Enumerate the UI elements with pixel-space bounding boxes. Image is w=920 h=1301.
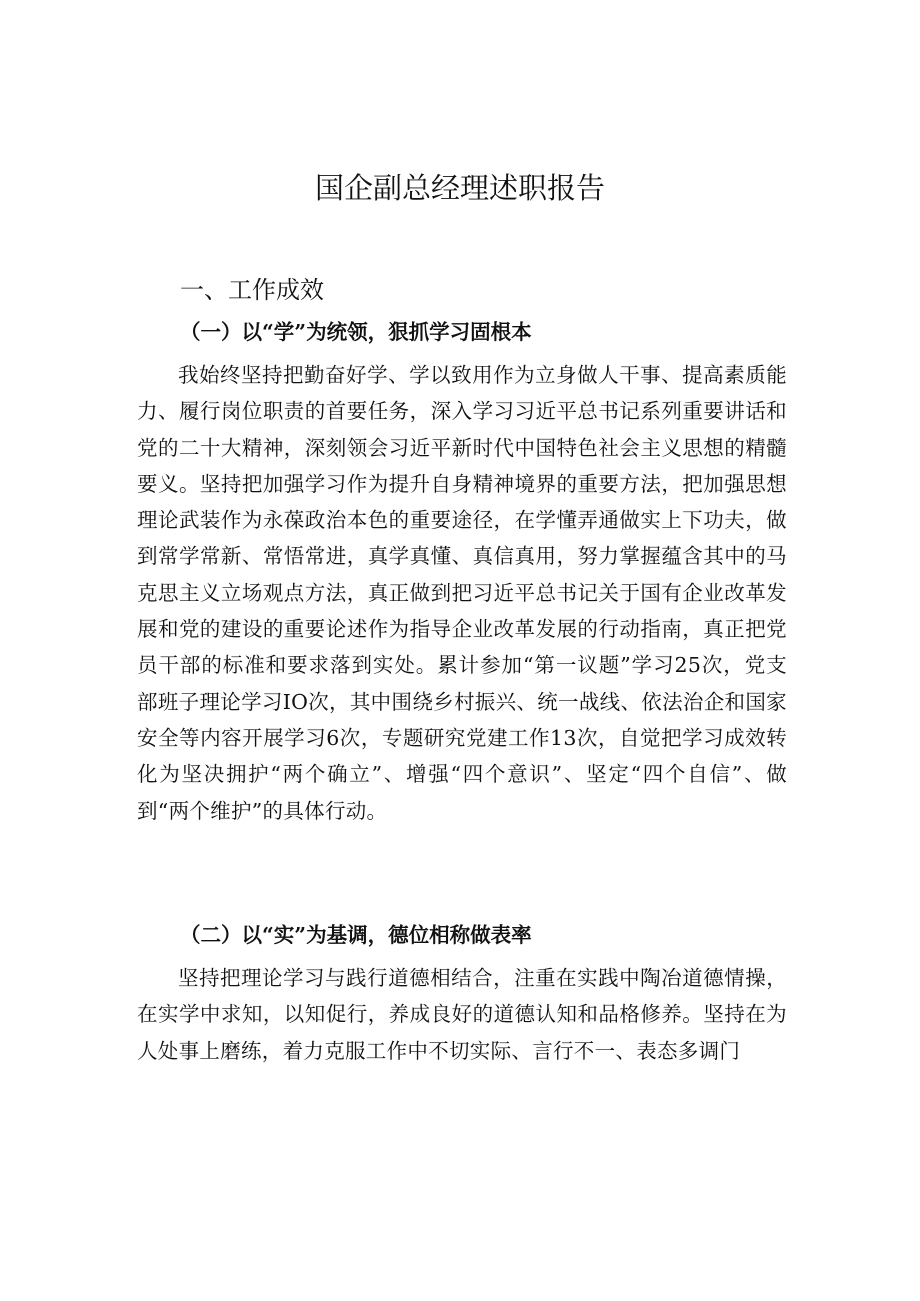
- subsection-heading-study: （一）以“学”为统领，狠抓学习固根本: [180, 320, 532, 344]
- paragraph-practice: 坚持把理论学习与践行道德相结合，注重在实践中陶冶道德情操，在实学中求知，以知促行，养成良好的道德认知和品格修养。坚持在为人处事上磨练，着力克服工作中不切实际、言行不一、表态多调门: [137, 966, 787, 1063]
- section-heading-work-results: 一、工作成效: [180, 276, 324, 304]
- subsection-heading-practice: （二）以“实”为基调，德位相称做表率: [180, 923, 532, 947]
- paragraph-study: 我始终坚持把勤奋好学、学以致用作为立身做人干事、提高素质能力、履行岗位职责的首要任务，深入学习习近平总书记系列重要讲话和党的二十大精神，深刻领会习近平新时代中国特色社会主义思想的精髓要义。坚持把加强学习作为提升自身精神境界的重要方法，把加强思想理论武装作为永葆政治本色的重要途径，在学懂弄通做实上下功夫，做到常学常新、常悟常进，真学真懂、真信真用，努力掌握蕴含其中的马克思主义立场观点方法，真正做到把习近平总书记关于国有企业改革发展和党的建设的重要论述作为指导企业改革发展的行动指南，真正把党员干部的标准和要求落到实处。累计参加“第一议题”学习25次，党支部班子理论学习IO次，其中围绕乡村振兴、统一战线、依法治企和国家安全等内容开展学习6次，专题研究党建工作13次，自觉把学习成效转化为坚决拥护“两个确立”、增强“四个意识”、坚定“四个自信”、做到“两个维护”的具体行动。: [137, 363, 787, 823]
- document-title: 国企副总经理述职报告: [314, 171, 605, 205]
